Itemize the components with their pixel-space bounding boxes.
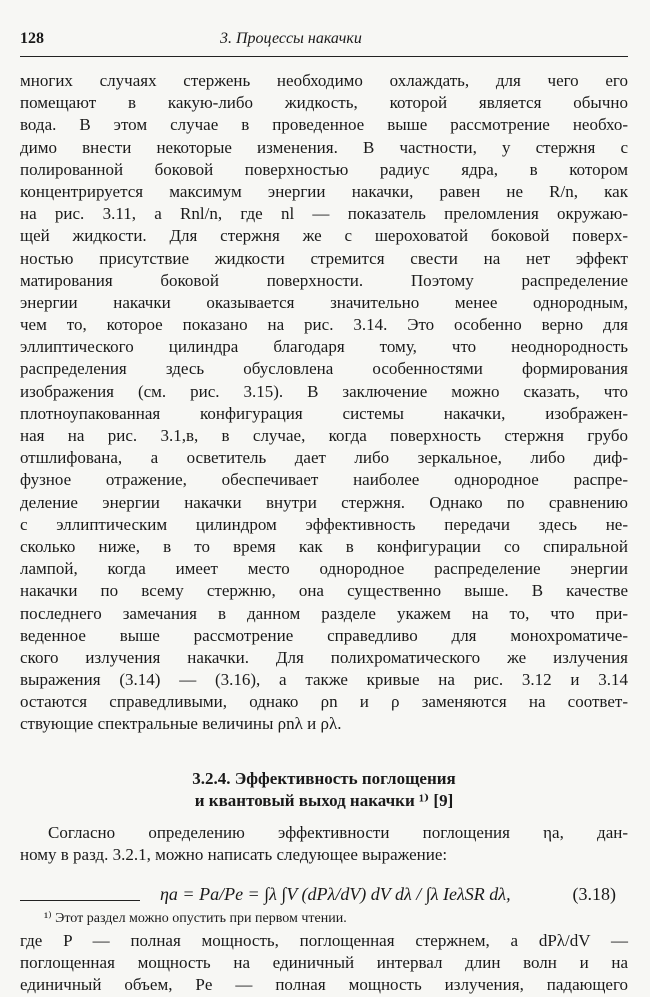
- chapter-title: 3. Процессы накачки: [220, 30, 362, 47]
- footnote: ¹⁾ Этот раздел можно опустить при первом чтении.: [44, 911, 347, 926]
- paragraph-1: [20, 70, 628, 736]
- section-heading-line: и квантовый выход накачки ¹⁾ [9]: [194, 790, 454, 810]
- text-line: полированной боковой поверхностью радиус ядра, в котором: [20, 159, 628, 179]
- text-line: ского излучения накачки. Для полихроматического же излучения: [20, 647, 628, 667]
- text-line: матирования боковой поверхности. Поэтому распределение: [20, 270, 628, 290]
- text-line: с эллиптическим цилиндром эффективность передачи здесь не-: [20, 514, 628, 534]
- text-line: ная на рис. 3.1,в, в случае, когда поверхность стержня грубо: [20, 426, 628, 445]
- page-body: [20, 70, 628, 997]
- equation-number: (3.18): [572, 884, 616, 904]
- text-line: щей жидкости. Для стержня же с шероховатой боковой поверх-: [20, 226, 628, 246]
- text-line: сколько ниже, в то время как в конфигурации со спиральной: [20, 536, 628, 556]
- text-line: многих случаях стержень необходимо охлаждать, для чего его: [20, 71, 628, 90]
- text-line: лампой, когда имеет место однородное распределение энергии: [20, 559, 628, 579]
- text-line: Согласно определению эффективности поглощения ηa, дан-: [48, 822, 628, 842]
- text-line: остаются справедливыми, однако ρn и ρ заменяются на соответ-: [20, 692, 628, 712]
- text-line: вода. В этом случае в проведенное выше рассмотрение необхо-: [20, 115, 628, 135]
- running-head: [20, 30, 628, 56]
- section-heading: [20, 768, 628, 812]
- footnote-rule: [20, 900, 140, 901]
- text-line: плотноупакованная конфигурация системы накачки, изображен-: [20, 403, 628, 423]
- text-line: изображения (см. рис. 3.15). В заключение можно сказать, что: [20, 381, 628, 401]
- text-line: поглощенная мощность на единичный интервал длин волн и на: [20, 953, 628, 973]
- text-line: ствующие спектральные величины ρnλ и ρλ.: [20, 714, 342, 734]
- text-line: димо внести некоторые изменения. В частности, у стержня с: [20, 137, 628, 157]
- text-line: выражения (3.14) — (3.16), а также кривые на рис. 3.12 и 3.14: [20, 670, 628, 690]
- text-line: единичный объем, Pe — полная мощность излучения, падающего: [20, 975, 628, 995]
- text-line: на рис. 3.11, а Rnl/n, где nl — показатель преломления окружаю-: [20, 204, 628, 224]
- text-line: чем то, которое показано на рис. 3.14. Это особенно верно для: [20, 315, 628, 335]
- text-line: помещают в какую-либо жидкость, которой является обычно: [20, 93, 628, 113]
- text-line: распределения здесь обусловлена особенностями формирования: [20, 359, 628, 379]
- paragraph-3: [20, 930, 628, 997]
- text-line: отшлифована, а осветитель дает либо зеркальное, либо диф-: [20, 448, 628, 468]
- text-line: последнего замечания в данном разделе укажем на то, что при-: [20, 603, 628, 623]
- text-line: где P — полная мощность, поглощенная стержнем, а dPλ/dV —: [20, 931, 628, 950]
- text-line: энергии накачки оказывается значительно менее однородным,: [20, 292, 628, 312]
- header-rule: [20, 56, 628, 57]
- text-line: ностью присутствие жидкости стремится свести на нет эффект: [20, 248, 628, 268]
- text-line: ному в разд. 3.2.1, можно написать следующее выражение:: [20, 844, 448, 864]
- section-heading-line: 3.2.4. Эффективность поглощения: [192, 768, 456, 788]
- equation-formula: ηa = Pa/Pe = ∫λ ∫V (dPλ/dV) dV dλ / ∫λ IeλSR dλ,: [160, 884, 511, 904]
- text-line: накачки по всему стержню, она существенно выше. В качестве: [20, 581, 628, 601]
- paragraph-2: [20, 822, 628, 866]
- text-line: фузное отражение, обеспечивает наиболее однородное распре-: [20, 470, 628, 490]
- text-line: деление энергии накачки внутри стержня. Однако по сравнению: [20, 492, 628, 512]
- page-number: 128: [20, 30, 44, 47]
- text-line: эллиптического цилиндра благодаря тому, что неоднородность: [20, 337, 628, 357]
- text-line: веденное выше рассмотрение справедливо для монохроматиче-: [20, 625, 628, 645]
- text-line: концентрируется максимум энергии накачки, равен не R/n, как: [20, 181, 628, 201]
